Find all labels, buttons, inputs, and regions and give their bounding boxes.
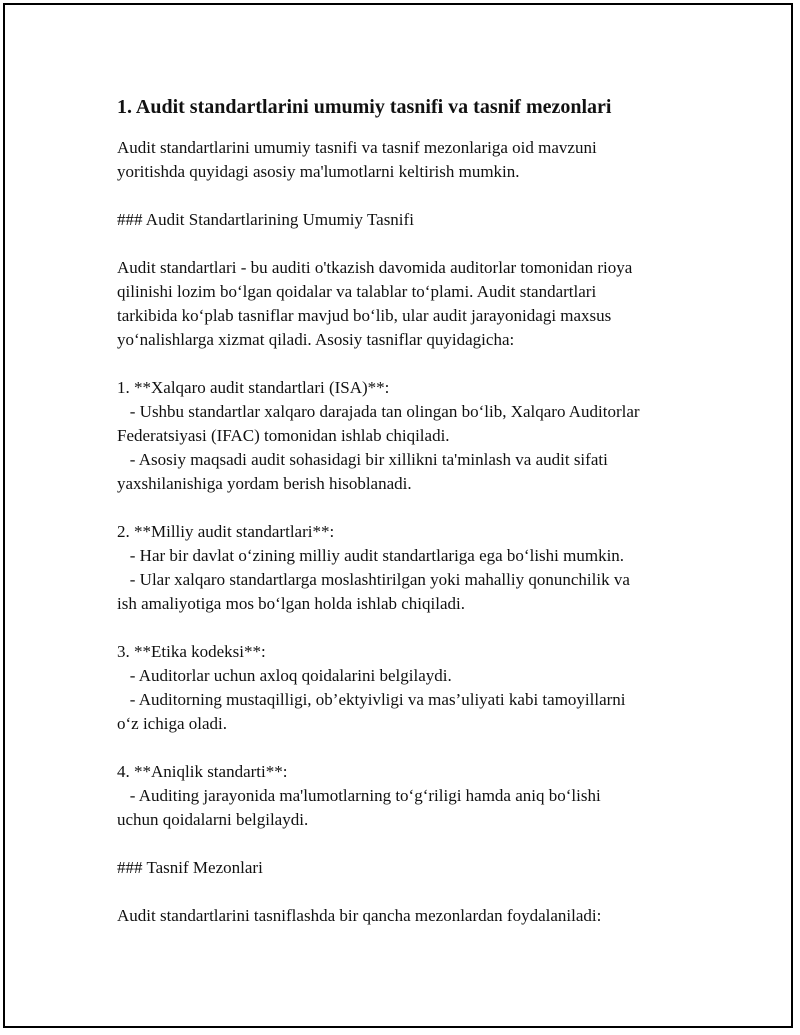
text-line: tarkibida ko‘plab tasniflar mavjud bo‘lib, ular audit jarayonidagi maxsus (117, 306, 612, 325)
text-line: uchun qoidalarni belgilaydi. (117, 810, 309, 829)
paragraph-gap (117, 832, 697, 856)
paragraph-gap (117, 232, 697, 256)
paragraph (117, 760, 697, 832)
paragraph (117, 376, 697, 496)
text-line: - Har bir davlat o‘zining milliy audit standartlariga ega bo‘lishi mumkin. (117, 546, 625, 565)
text-line: o‘z ichiga oladi. (117, 714, 227, 733)
paragraph (117, 256, 697, 352)
text-line: 1. **Xalqaro audit standartlari (ISA)**: (117, 378, 390, 397)
text-line: ### Audit Standartlarining Umumiy Tasnifi (117, 210, 414, 229)
document-title: 1. Audit standartlarini umumiy tasnifi va tasnif mezonlari (117, 96, 612, 118)
text-line: yaxshilanishiga yordam berish hisoblanadi. (117, 474, 412, 493)
text-line: yo‘nalishlarga xizmat qiladi. Asosiy tasniflar quyidagicha: (117, 330, 515, 349)
text-line: Audit standartlarini umumiy tasnifi va tasnif mezonlariga oid mavzuni (117, 138, 597, 157)
text-line: qilinishi lozim bo‘lgan qoidalar va talablar to‘plami. Audit standartlari (117, 282, 597, 301)
paragraph-gap (117, 616, 697, 640)
text-line: 2. **Milliy audit standartlari**: (117, 522, 335, 541)
paragraph (117, 640, 697, 736)
paragraph-gap (117, 736, 697, 760)
paragraph-blocks (117, 136, 697, 928)
text-line: Audit standartlari - bu auditi o'tkazish davomida auditorlar tomonidan rioya (117, 258, 633, 277)
text-line: - Ular xalqaro standartlarga moslashtirilgan yoki mahalliy qonunchilik va (117, 570, 630, 589)
text-line: - Auditorning mustaqilligi, ob’ektyivligi va mas’uliyati kabi tamoyillarni (117, 690, 626, 709)
text-line: - Ushbu standartlar xalqaro darajada tan olingan bo‘lib, Xalqaro Auditorlar (117, 402, 640, 421)
text-line: ish amaliyotiga mos bo‘lgan holda ishlab chiqiladi. (117, 594, 465, 613)
paragraph-gap (117, 496, 697, 520)
text-line: 4. **Aniqlik standarti**: (117, 762, 288, 781)
text-line: - Auditorlar uchun axloq qoidalarini belgilaydi. (117, 666, 452, 685)
text-line: - Asosiy maqsadi audit sohasidagi bir xillikni ta'minlash va audit sifati (117, 450, 608, 469)
paragraph (117, 520, 697, 616)
text-line: 3. **Etika kodeksi**: (117, 642, 266, 661)
paragraph (117, 856, 697, 880)
text-line: yoritishda quyidagi asosiy ma'lumotlarni keltirish mumkin. (117, 162, 520, 181)
paragraph (117, 904, 697, 928)
text-line: Audit standartlarini tasniflashda bir qancha mezonlardan foydalaniladi: (117, 906, 602, 925)
paragraph-gap (117, 184, 697, 208)
paragraph-gap (117, 352, 697, 376)
text-line: Federatsiyasi (IFAC) tomonidan ishlab chiqiladi. (117, 426, 450, 445)
document-body (117, 92, 697, 928)
paragraph (117, 208, 697, 232)
paragraph (117, 136, 697, 184)
text-line: - Auditing jarayonida ma'lumotlarning to‘g‘riligi hamda aniq bo‘lishi (117, 786, 601, 805)
text-line: ### Tasnif Mezonlari (117, 858, 263, 877)
paragraph-gap (117, 880, 697, 904)
